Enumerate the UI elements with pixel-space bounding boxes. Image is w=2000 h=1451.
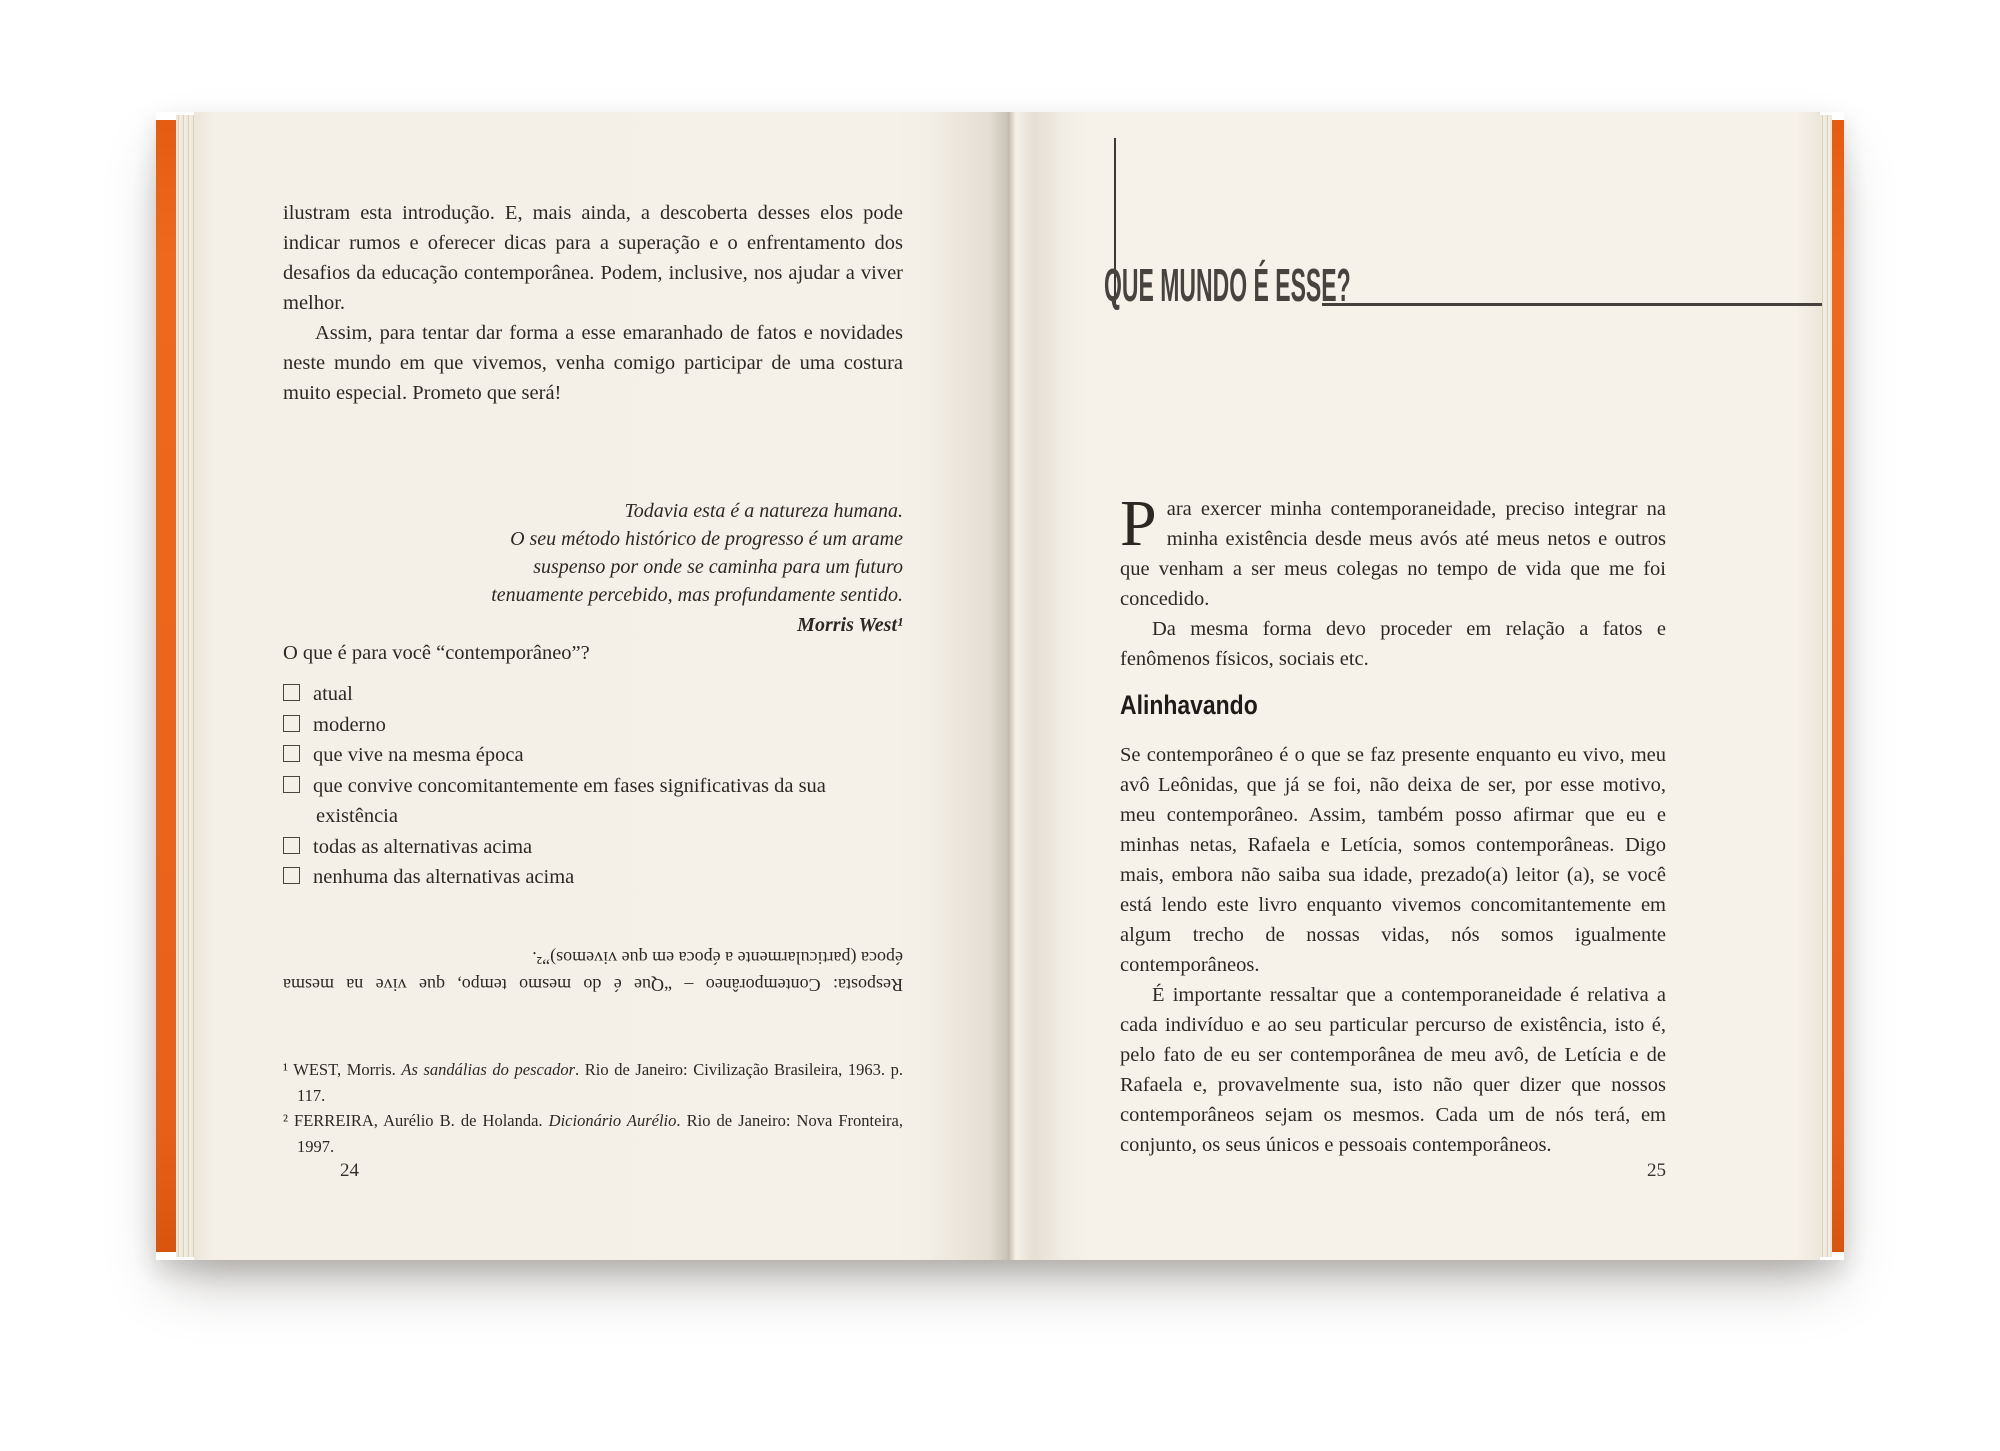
paragraph: Assim, para tentar dar forma a esse emaranhado de fatos e novidades neste mundo em que vivemos, venha comigo participar de uma costura muito especial. Prometo que será! xyxy=(283,322,903,404)
checkbox-icon xyxy=(283,715,300,732)
footnotes xyxy=(283,1057,903,1159)
option-label: atual xyxy=(313,683,353,705)
footnote-text: ¹ WEST, Morris. xyxy=(283,1060,402,1079)
quote-line: suspenso por onde se caminha para um futuro xyxy=(533,556,903,578)
right-page-body-top xyxy=(1120,487,1666,674)
section-subheading xyxy=(1120,690,1666,721)
quiz-option xyxy=(283,679,903,710)
quote-line: tenuamente percebido, mas profundamente sentido. xyxy=(491,584,903,606)
quiz-option xyxy=(283,862,903,893)
section-subheading-text: Alinhavando xyxy=(1120,690,1258,720)
checkbox-icon xyxy=(283,867,300,884)
checkbox-icon xyxy=(283,745,300,762)
paragraph-text: ara exercer minha contemporaneidade, preciso integrar na minha existência desde meus avós até meus netos e outros que venham a ser meus colegas no tempo de vida que me foi concedido. xyxy=(1120,498,1666,610)
quiz-option xyxy=(283,710,903,741)
footnote-work-title: Dicionário Aurélio xyxy=(548,1111,677,1130)
footnote-work-title: As sandálias do pescador xyxy=(401,1060,575,1079)
answer-line: Resposta: Contemporâneo – “Que é do mesmo tempo, que vive na mesma xyxy=(283,975,903,995)
paragraph: ilustram esta introdução. E, mais ainda, a descoberta desses elos pode indicar rumos e oferecer dicas para a superação e o enfrentamento dos desafios da educação contemporânea. Podem, inclusive, nos ajudar a viver melhor. xyxy=(283,202,903,314)
left-page xyxy=(194,112,1008,1260)
option-label: nenhuma das alternativas acima xyxy=(313,866,575,888)
left-page-body xyxy=(283,198,903,408)
footnote xyxy=(283,1108,903,1159)
option-label: que vive na mesma época xyxy=(313,744,524,766)
quiz-option xyxy=(283,771,903,832)
quote-line: Todavia esta é a natureza humana. xyxy=(624,500,903,522)
option-label: moderno xyxy=(313,713,386,736)
footnote-text: . Rio de Janeiro: Civilização Brasileira, 1963. p. 117. xyxy=(297,1060,904,1105)
paragraph xyxy=(1120,487,1666,614)
epigraph-quote xyxy=(283,497,903,639)
chapter-header xyxy=(1104,259,1822,311)
paragraph: Se contemporâneo é o que se faz presente enquanto eu vivo, meu avô Leônidas, que já se foi, não deixa de ser, por esse motivo, meu contemporâneo. Assim, também posso afirmar que eu e minhas netas, Rafaela e Letícia, somos contemporâneas. Digo mais, embora não saiba sua idade, prezado(a) leitor (a), se você está lendo este livro enquanto vivemos concomitantemente em algum trecho de nossas vidas, nós somos igualmente contemporâneos. xyxy=(1120,744,1666,976)
upside-down-answer xyxy=(283,944,903,998)
right-page-body-bottom xyxy=(1120,740,1666,1160)
quiz-options xyxy=(283,679,903,893)
chapter-title-box xyxy=(1104,259,1351,311)
drop-cap: P xyxy=(1120,487,1157,560)
page-number-right: 25 xyxy=(1647,1160,1666,1181)
checkbox-icon xyxy=(283,837,300,854)
chapter-horizontal-rule xyxy=(1322,303,1822,306)
answer-line: época (particularmente a época em que vivemos)”². xyxy=(532,948,903,968)
option-label: que convive concomitantemente em fases significativas da sua existência xyxy=(313,774,826,827)
chapter-title: QUE MUNDO É ESSE? xyxy=(1104,259,1351,311)
book-cover-edge-left xyxy=(156,120,176,1252)
quiz-question: O que é para você “contemporâneo”? xyxy=(283,642,590,664)
quiz-option xyxy=(283,740,903,771)
quote-attribution: Morris West¹ xyxy=(797,614,903,636)
open-book xyxy=(156,112,1844,1260)
checkbox-icon xyxy=(283,776,300,793)
option-label: todas as alternativas acima xyxy=(313,835,533,858)
quote-line: O seu método histórico de progresso é um arame xyxy=(510,528,903,550)
right-page xyxy=(1008,112,1820,1260)
footnote-text: . Rio de Janeiro: Nova Fronteira, 1997. xyxy=(297,1111,903,1156)
quiz-option xyxy=(283,832,903,863)
checkbox-icon xyxy=(283,684,300,701)
paragraph: Da mesma forma devo proceder em relação a fatos e fenômenos físicos, sociais etc. xyxy=(1120,618,1666,670)
book-cover-edge-right xyxy=(1832,120,1844,1252)
page-stack-edge-left xyxy=(176,115,194,1257)
footnote xyxy=(283,1057,903,1108)
paragraph: É importante ressaltar que a contemporaneidade é relativa a cada indivíduo e ao seu particular percurso de existência, isto é, pelo fato de eu ser contemporânea de meu avô, de Letícia e de Rafaela e, provavelmente sua, isto não quer dizer que nossos contemporâneos sejam os mesmos. Cada um de nós terá, em conjunto, os seus únicos e pessoais contemporâneos. xyxy=(1120,984,1666,1156)
footnote-text: ² FERREIRA, Aurélio B. de Holanda. xyxy=(283,1111,549,1130)
page-number-left: 24 xyxy=(340,1160,359,1181)
